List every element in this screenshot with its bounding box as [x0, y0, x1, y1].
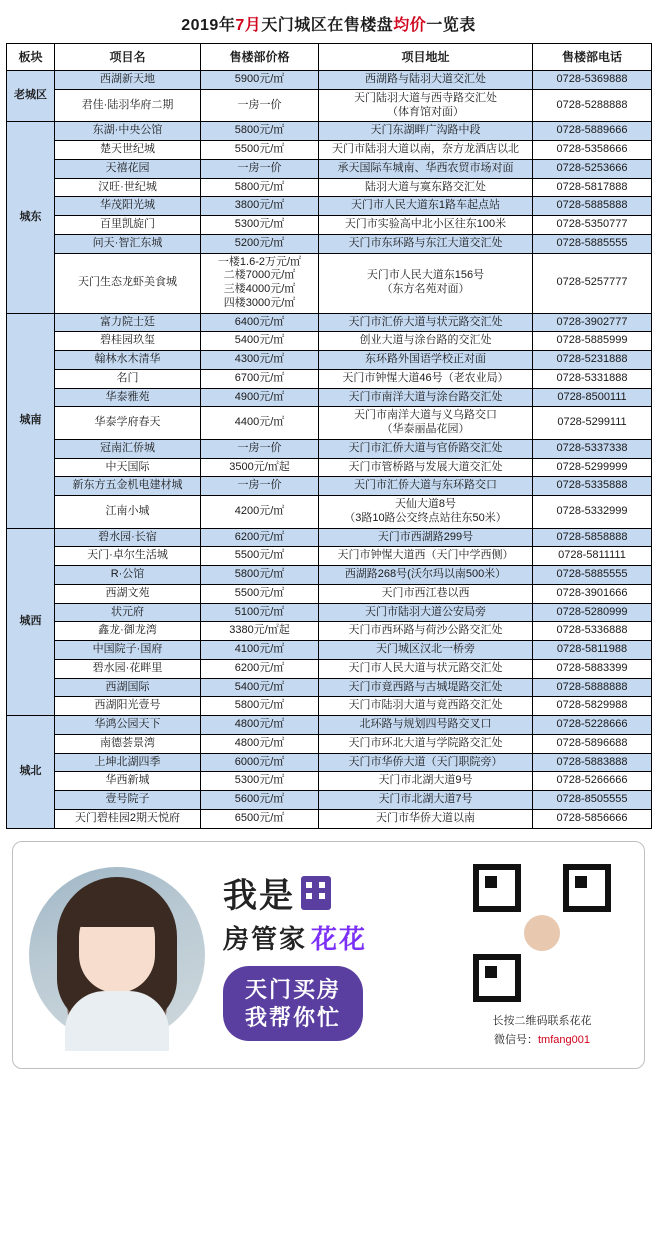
table-row [7, 716, 652, 735]
name-cell: 问天·智汇东城 [55, 234, 201, 253]
title-part2: 天门城区在售楼盘 [261, 17, 394, 34]
name-cell: 君佳·陆羽华府二期 [55, 89, 201, 122]
table-row [7, 528, 652, 547]
price-cell: 5300元/㎡ [201, 772, 319, 791]
table-row [7, 178, 652, 197]
address-cell: 天门市华侨大道（天门职院旁） [319, 753, 533, 772]
phone-cell: 0728-5885999 [533, 332, 652, 351]
name-cell: 楚天世纪城 [55, 141, 201, 160]
phone-cell: 0728-3902777 [533, 313, 652, 332]
address-cell: 创业大道与涂台路的交汇处 [319, 332, 533, 351]
address-cell: 天门市南洋大道与涂台路交汇处 [319, 388, 533, 407]
name-cell: 西湖阳光壹号 [55, 697, 201, 716]
address-cell: 天门市管桥路与发展大道交汇处 [319, 458, 533, 477]
price-cell: 4900元/㎡ [201, 388, 319, 407]
name-cell: 天门碧桂园2期天悦府 [55, 809, 201, 828]
promo-subheadline [223, 919, 367, 956]
table-row [7, 439, 652, 458]
address-cell: 西湖路与陆羽大道交汇处 [319, 71, 533, 90]
price-cell: 5500元/㎡ [201, 547, 319, 566]
phone-cell: 0728-8500111 [533, 388, 652, 407]
name-cell: 中国院子·国府 [55, 641, 201, 660]
header-project-name: 项目名 [55, 44, 201, 71]
price-cell: 3500元/㎡起 [201, 458, 319, 477]
phone-cell: 0728-5811111 [533, 547, 652, 566]
title-highlight-avgprice: 均价 [393, 17, 427, 34]
phone-cell: 0728-5332999 [533, 496, 652, 529]
price-cell: 一房一价 [201, 439, 319, 458]
table-header [7, 44, 652, 71]
address-cell: 天门市西江巷以西 [319, 584, 533, 603]
address-cell: 天门市实验高中北小区往东100米 [319, 216, 533, 235]
block-cell: 城西 [7, 528, 55, 716]
name-cell: 碧水园·长宿 [55, 528, 201, 547]
phone-cell: 0728-5889666 [533, 122, 652, 141]
name-cell: 天门生态龙虾美食城 [55, 253, 201, 313]
qr-caption: 长按二维码联系花花 [492, 1015, 592, 1027]
block-cell: 城南 [7, 313, 55, 528]
address-cell: 天门市南洋大道与义乌路交口 （华泰丽晶花园） [319, 407, 533, 440]
address-cell: 天门市汇侨大道与官侨路交汇处 [319, 439, 533, 458]
price-cell: 5500元/㎡ [201, 584, 319, 603]
price-cell: 一房一价 [201, 159, 319, 178]
title-highlight-month: 7月 [235, 17, 262, 34]
name-cell: 汉旺·世纪城 [55, 178, 201, 197]
name-cell: 西湖国际 [55, 678, 201, 697]
phone-cell: 0728-5888888 [533, 678, 652, 697]
qr-finder-top-right [563, 864, 611, 912]
address-cell: 天门市钟惺大道西（天门中学西侧） [319, 547, 533, 566]
table-row [7, 566, 652, 585]
promo-slogan [223, 966, 363, 1041]
price-cell: 5400元/㎡ [201, 332, 319, 351]
price-cell: 一房一价 [201, 477, 319, 496]
promo-slogan-line2: 我帮你忙 [245, 1004, 342, 1030]
address-cell: 天门东湖畔广沟路中段 [319, 122, 533, 141]
phone-cell: 0728-5858888 [533, 528, 652, 547]
name-cell: 东湖·中央公馆 [55, 122, 201, 141]
qr-code[interactable] [471, 862, 613, 1004]
table-row [7, 697, 652, 716]
phone-cell: 0728-5299999 [533, 458, 652, 477]
agent-photo [29, 867, 205, 1043]
header-phone: 售楼部电话 [533, 44, 652, 71]
qr-finder-bottom-left [473, 954, 521, 1002]
table-row [7, 791, 652, 810]
table-row [7, 332, 652, 351]
table-row [7, 496, 652, 529]
table-row [7, 641, 652, 660]
price-cell: 3800元/㎡ [201, 197, 319, 216]
address-cell: 陆羽大道与寞东路交汇处 [319, 178, 533, 197]
promo-slogan-line1: 天门买房 [245, 977, 342, 1002]
address-cell: 天门市华侨大道以南 [319, 809, 533, 828]
table-row [7, 197, 652, 216]
price-cell: 6200元/㎡ [201, 528, 319, 547]
table-row [7, 159, 652, 178]
address-cell: 天门市陆羽大道以南，奈方龙酒店以北 [319, 141, 533, 160]
name-cell: 西湖新天地 [55, 71, 201, 90]
phone-cell: 0728-3901666 [533, 584, 652, 603]
table-row [7, 351, 652, 370]
address-cell: 东环路外国语学校正对面 [319, 351, 533, 370]
price-cell: 3380元/㎡起 [201, 622, 319, 641]
price-cell: 5300元/㎡ [201, 216, 319, 235]
promo-role-text: 房管家 [223, 924, 308, 954]
address-cell: 天门市人民大道东156号 （东方名苑对面） [319, 253, 533, 313]
promo-nickname-text: 花花 [311, 924, 368, 954]
title-part1: 2019年 [181, 17, 236, 34]
phone-cell: 0728-5369888 [533, 71, 652, 90]
wechat-label: 微信号： [494, 1034, 538, 1046]
promo-headline-text: 我是 [223, 877, 295, 915]
table-row [7, 734, 652, 753]
phone-cell: 0728-5280999 [533, 603, 652, 622]
phone-cell: 0728-5299111 [533, 407, 652, 440]
promo-card [12, 841, 645, 1069]
name-cell: 百里凯旋门 [55, 216, 201, 235]
table-row [7, 547, 652, 566]
table-row [7, 584, 652, 603]
address-cell: 天门市北湖大道7号 [319, 791, 533, 810]
name-cell: 鑫龙·御龙湾 [55, 622, 201, 641]
header-row [7, 44, 652, 71]
address-cell: 天仙大道8号 （3路10路公交终点站往东50米） [319, 496, 533, 529]
table-row [7, 659, 652, 678]
address-cell: 天门市西环路与荷沙公路交汇处 [319, 622, 533, 641]
phone-cell: 0728-5350777 [533, 216, 652, 235]
table-row [7, 141, 652, 160]
price-cell: 5200元/㎡ [201, 234, 319, 253]
phone-cell: 0728-5231888 [533, 351, 652, 370]
table-row [7, 388, 652, 407]
name-cell: 新东方五金机电建材城 [55, 477, 201, 496]
address-cell: 天门市汇侨大道与东环路交口 [319, 477, 533, 496]
phone-cell: 0728-5358666 [533, 141, 652, 160]
phone-cell: 0728-8505555 [533, 791, 652, 810]
address-cell: 天门陆羽大道与西寺路交汇处 （体育馆对面） [319, 89, 533, 122]
price-cell: 5800元/㎡ [201, 178, 319, 197]
name-cell: 华泰学府春天 [55, 407, 201, 440]
address-cell: 天门市竟西路与古城堤路交汇处 [319, 678, 533, 697]
address-cell: 天门市东环路与东江大道交汇处 [319, 234, 533, 253]
title-part3: 一览表 [426, 17, 476, 34]
phone-cell: 0728-5335888 [533, 477, 652, 496]
name-cell: 冠南汇侨城 [55, 439, 201, 458]
table-row [7, 809, 652, 828]
header-block: 板块 [7, 44, 55, 71]
name-cell: 状元府 [55, 603, 201, 622]
phone-cell: 0728-5883399 [533, 659, 652, 678]
phone-cell: 0728-5817888 [533, 178, 652, 197]
table-row [7, 234, 652, 253]
block-cell: 城东 [7, 122, 55, 313]
wechat-id-row [494, 1031, 590, 1047]
table-row [7, 753, 652, 772]
price-cell: 4800元/㎡ [201, 734, 319, 753]
name-cell: 碧水园·花畔里 [55, 659, 201, 678]
price-cell: 5800元/㎡ [201, 566, 319, 585]
table-row [7, 622, 652, 641]
phone-cell: 0728-5883888 [533, 753, 652, 772]
price-cell: 5800元/㎡ [201, 697, 319, 716]
price-cell: 5100元/㎡ [201, 603, 319, 622]
table-row [7, 313, 652, 332]
phone-cell: 0728-5336888 [533, 622, 652, 641]
price-cell: 4800元/㎡ [201, 716, 319, 735]
table-row [7, 89, 652, 122]
wechat-id: tmfang001 [538, 1034, 590, 1046]
address-cell: 天门市陆羽大道公安局旁 [319, 603, 533, 622]
name-cell: 名门 [55, 369, 201, 388]
name-cell: 西湖文苑 [55, 584, 201, 603]
name-cell: 中天国际 [55, 458, 201, 477]
address-cell: 天门市人民大道与状元路交汇处 [319, 659, 533, 678]
phone-cell: 0728-5885555 [533, 234, 652, 253]
name-cell: 南德荟景湾 [55, 734, 201, 753]
header-address: 项目地址 [319, 44, 533, 71]
phone-cell: 0728-5885555 [533, 566, 652, 585]
address-cell: 西湖路268号(沃尔玛以南500米） [319, 566, 533, 585]
address-cell: 天门市汇侨大道与状元路交汇处 [319, 313, 533, 332]
price-cell: 一楼1.6-2万元/㎡ 二楼7000元/㎡ 三楼4000元/㎡ 四楼3000元/㎡ [201, 253, 319, 313]
phone-cell: 0728-5253666 [533, 159, 652, 178]
name-cell: 翰林水木清华 [55, 351, 201, 370]
photo-body [65, 991, 169, 1051]
table-row [7, 458, 652, 477]
building-icon [301, 876, 331, 910]
table-body [7, 71, 652, 829]
block-cell: 老城区 [7, 71, 55, 122]
address-cell: 天门城区汉北一桥旁 [319, 641, 533, 660]
phone-cell: 0728-5337338 [533, 439, 652, 458]
name-cell: 华茂阳光城 [55, 197, 201, 216]
photo-fringe [71, 887, 163, 927]
address-cell: 天门市陆羽大道与竟西路交汇处 [319, 697, 533, 716]
header-price: 售楼部价格 [201, 44, 319, 71]
address-cell: 北环路与规划四号路交叉口 [319, 716, 533, 735]
price-cell: 6400元/㎡ [201, 313, 319, 332]
qr-avatar-icon [521, 912, 563, 954]
price-cell: 4100元/㎡ [201, 641, 319, 660]
price-cell: 5800元/㎡ [201, 122, 319, 141]
price-cell: 6000元/㎡ [201, 753, 319, 772]
listing-table [6, 43, 652, 829]
table-row [7, 369, 652, 388]
promo-headline [223, 868, 331, 917]
qr-column [454, 862, 644, 1047]
table-row [7, 477, 652, 496]
name-cell: 华鸿公园天下 [55, 716, 201, 735]
address-cell: 天门市西湖路299号 [319, 528, 533, 547]
block-cell: 城北 [7, 716, 55, 829]
phone-cell: 0728-5856666 [533, 809, 652, 828]
promo-text-column [205, 868, 454, 1041]
page-title [6, 6, 651, 43]
table-row [7, 678, 652, 697]
phone-cell: 0728-5331888 [533, 369, 652, 388]
price-cell: 4200元/㎡ [201, 496, 319, 529]
address-cell: 天门市钟惺大道46号（老农业局） [319, 369, 533, 388]
table-row [7, 71, 652, 90]
table-row [7, 253, 652, 313]
price-cell: 5400元/㎡ [201, 678, 319, 697]
name-cell: 华西新城 [55, 772, 201, 791]
price-cell: 一房一价 [201, 89, 319, 122]
price-cell: 6700元/㎡ [201, 369, 319, 388]
table-row [7, 407, 652, 440]
price-cell: 5500元/㎡ [201, 141, 319, 160]
name-cell: 华泰雅苑 [55, 388, 201, 407]
table-row [7, 603, 652, 622]
phone-cell: 0728-5288888 [533, 89, 652, 122]
address-cell: 承天国际车城南、华西农贸市场对面 [319, 159, 533, 178]
price-cell: 6500元/㎡ [201, 809, 319, 828]
address-cell: 天门市环北大道与学院路交汇处 [319, 734, 533, 753]
phone-cell: 0728-5266666 [533, 772, 652, 791]
table-row [7, 216, 652, 235]
price-cell: 6200元/㎡ [201, 659, 319, 678]
phone-cell: 0728-5885888 [533, 197, 652, 216]
phone-cell: 0728-5228666 [533, 716, 652, 735]
name-cell: 上坤北湖四季 [55, 753, 201, 772]
price-cell: 4400元/㎡ [201, 407, 319, 440]
address-cell: 天门市北湖大道9号 [319, 772, 533, 791]
phone-cell: 0728-5257777 [533, 253, 652, 313]
price-cell: 5900元/㎡ [201, 71, 319, 90]
name-cell: 碧桂园玖玺 [55, 332, 201, 351]
table-row [7, 122, 652, 141]
phone-cell: 0728-5896688 [533, 734, 652, 753]
phone-cell: 0728-5811988 [533, 641, 652, 660]
name-cell: R·公馆 [55, 566, 201, 585]
phone-cell: 0728-5829988 [533, 697, 652, 716]
qr-finder-top-left [473, 864, 521, 912]
name-cell: 天禧花园 [55, 159, 201, 178]
table-row [7, 772, 652, 791]
name-cell: 天门·卓尔生活城 [55, 547, 201, 566]
address-cell: 天门市人民大道东1路车起点站 [319, 197, 533, 216]
price-cell: 4300元/㎡ [201, 351, 319, 370]
name-cell: 富力院士廷 [55, 313, 201, 332]
name-cell: 壹号院子 [55, 791, 201, 810]
name-cell: 江南小城 [55, 496, 201, 529]
price-cell: 5600元/㎡ [201, 791, 319, 810]
